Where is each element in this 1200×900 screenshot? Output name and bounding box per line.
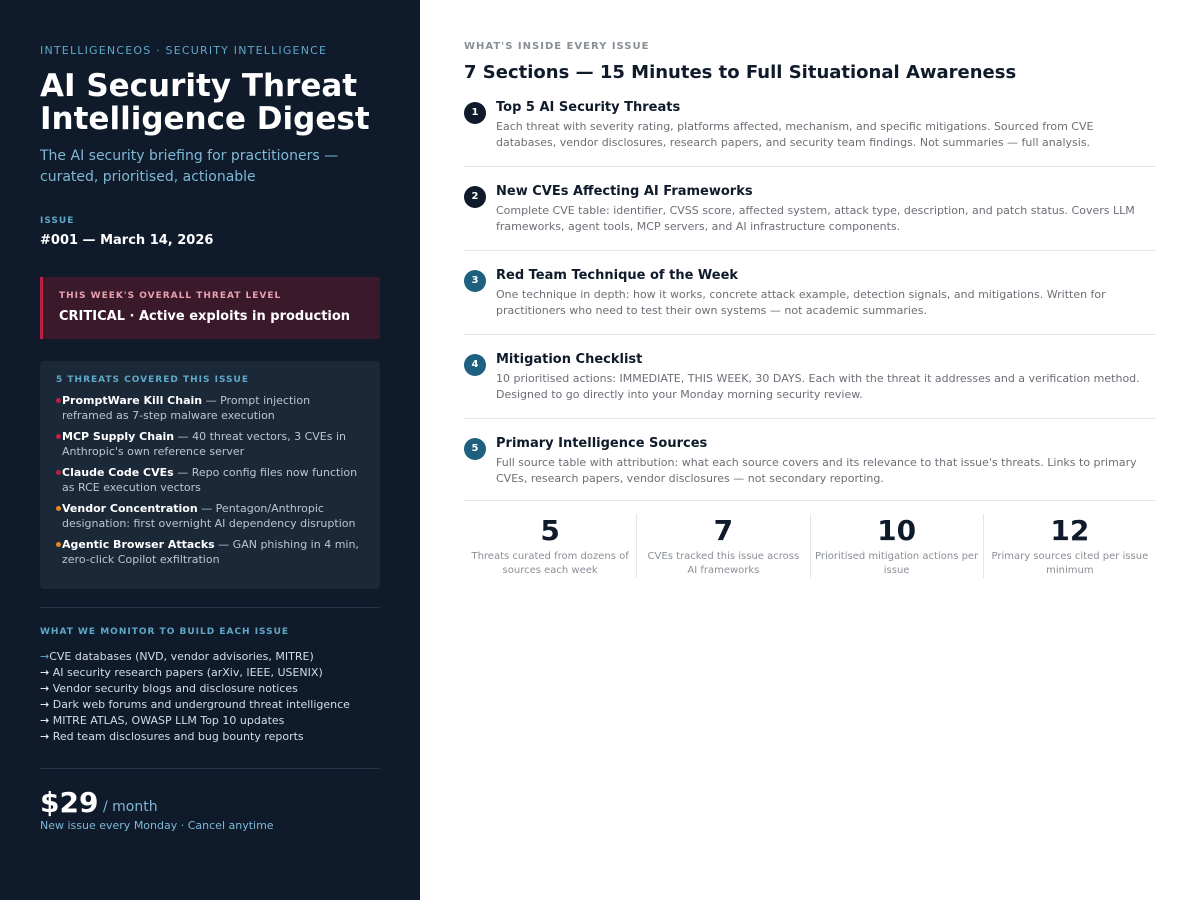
- severity-dot-icon: [56, 470, 61, 475]
- stat-value: 5: [540, 514, 560, 547]
- threat-name: Vendor Concentration: [62, 502, 198, 515]
- threat-desc: — Pentagon/Anthropic designation: first overnight AI dependency disruption: [62, 502, 356, 530]
- monitor-item-text: Vendor security blogs and disclosure notices: [52, 682, 298, 695]
- section-number-badge: 4: [464, 354, 486, 376]
- section-title: Mitigation Checklist: [496, 352, 643, 367]
- threat-name: MCP Supply Chain: [62, 430, 175, 443]
- threat-level-label: THIS WEEK'S OVERALL THREAT LEVEL: [59, 291, 282, 301]
- stat-block: [810, 514, 983, 578]
- stat-label: Prioritised mitigation actions per issue: [815, 551, 979, 576]
- arrow-right-icon: →: [40, 698, 50, 711]
- right-panel: [420, 0, 1200, 900]
- section-desc: One technique in depth: how it works, concrete attack example, detection signals, and mitigations. Written for practitioners who need to test their own systems — not academic summaries.: [496, 288, 1106, 317]
- monitor-item-text: Dark web forums and underground threat intelligence: [52, 698, 350, 711]
- inside-label: WHAT'S INSIDE EVERY ISSUE: [464, 41, 650, 52]
- left-panel: [0, 0, 420, 900]
- threat-item: [56, 537, 364, 567]
- brand-tagline: INTELLIGENCEOS · SECURITY INTELLIGENCE: [40, 44, 328, 57]
- section-desc: Full source table with attribution: what each source covers and its relevance to that issue's threats. Links to primary CVEs, research papers, vendor disclosures — not secondary reporting.: [496, 456, 1137, 485]
- threat-name: PromptWare Kill Chain: [62, 394, 203, 407]
- section-title: Top 5 AI Security Threats: [496, 100, 681, 115]
- stat-value: 7: [713, 514, 734, 547]
- threats-covered-label: 5 THREATS COVERED THIS ISSUE: [56, 375, 249, 385]
- threat-item: [56, 429, 364, 459]
- monitor-item-text: Red team disclosures and bug bounty reports: [52, 730, 304, 743]
- arrow-right-icon: →: [40, 682, 50, 695]
- threats-covered-card: [40, 361, 380, 589]
- list-item: [40, 681, 380, 697]
- list-item: [40, 713, 380, 729]
- threat-item: [56, 393, 364, 423]
- section-desc: Complete CVE table: identifier, CVSS score, affected system, attack type, description, and patch status. Covers LLM frameworks, agent tools, MCP servers, and AI infrastructure components.: [496, 204, 1135, 233]
- severity-dot-icon: [56, 398, 61, 403]
- arrow-right-icon: →: [40, 666, 50, 679]
- list-item: [40, 697, 380, 713]
- threat-desc: — GAN phishing in 4 min, zero-click Copilot exfiltration: [62, 538, 359, 566]
- arrow-right-icon: →: [40, 650, 50, 663]
- stats-row: [464, 514, 1156, 578]
- issue-value: #001 — March 14, 2026: [40, 233, 214, 248]
- stat-block: [636, 514, 809, 578]
- threat-desc: — 40 threat vectors, 3 CVEs in Anthropic's own reference server: [62, 430, 347, 458]
- monitor-item-text: AI security research papers (arXiv, IEEE, USENIX): [52, 666, 323, 679]
- divider: [464, 500, 1156, 501]
- section-title: Primary Intelligence Sources: [496, 436, 708, 451]
- list-item: [40, 665, 380, 681]
- section-desc: Each threat with severity rating, platforms affected, mechanism, and specific mitigations. Sourced from CVE databases, vendor disclosures, research papers, and security team findings. Not summaries — full analysis.: [496, 120, 1094, 149]
- section-number-badge: 2: [464, 186, 486, 208]
- monitor-label: WHAT WE MONITOR TO BUILD EACH ISSUE: [40, 627, 290, 637]
- stat-label: CVEs tracked this issue across AI frameworks: [647, 551, 800, 576]
- divider: [464, 250, 1156, 251]
- stat-block: [464, 514, 636, 578]
- issue-label: ISSUE: [40, 216, 75, 226]
- divider: [40, 768, 380, 769]
- threat-desc: — Repo config files now function as RCE execution vectors: [62, 466, 358, 494]
- threat-item: [56, 501, 364, 531]
- threat-level-value: CRITICAL · Active exploits in production: [59, 309, 351, 324]
- monitor-item-text: CVE databases (NVD, vendor advisories, MITRE): [49, 650, 314, 663]
- threat-name: Claude Code CVEs: [62, 466, 174, 479]
- severity-dot-icon: [56, 542, 61, 547]
- arrow-right-icon: →: [40, 714, 50, 727]
- stat-label: Threats curated from dozens of sources each week: [471, 551, 629, 576]
- monitor-item-text: MITRE ATLAS, OWASP LLM Top 10 updates: [52, 714, 285, 727]
- page-subtitle: The AI security briefing for practitioners — curated, prioritised, actionable: [40, 148, 339, 185]
- section-title: Red Team Technique of the Week: [496, 268, 739, 283]
- price-note: New issue every Monday · Cancel anytime: [40, 819, 274, 832]
- threat-item: [56, 465, 364, 495]
- stat-label: Primary sources cited per issue minimum: [991, 551, 1149, 576]
- stat-value: 10: [877, 514, 917, 547]
- stat-block: [983, 514, 1156, 578]
- divider: [464, 166, 1156, 167]
- divider: [40, 607, 380, 608]
- threat-level-banner: [40, 277, 380, 339]
- arrow-right-icon: →: [40, 730, 50, 743]
- section-number-badge: 1: [464, 102, 486, 124]
- divider: [464, 334, 1156, 335]
- inside-title: 7 Sections — 15 Minutes to Full Situational Awareness: [464, 62, 1017, 83]
- list-item: [40, 729, 380, 745]
- monitor-list: [40, 649, 380, 745]
- price-period: / month: [103, 799, 158, 815]
- list-item: [40, 649, 380, 665]
- section-number-badge: 3: [464, 270, 486, 292]
- severity-dot-icon: [56, 434, 61, 439]
- section-number-badge: 5: [464, 438, 486, 460]
- stat-value: 12: [1050, 514, 1090, 547]
- section-title: New CVEs Affecting AI Frameworks: [496, 184, 753, 199]
- section-desc: 10 prioritised actions: IMMEDIATE, THIS WEEK, 30 DAYS. Each with the threat it addresses and a verification method. Designed to go directly into your Monday morning security review.: [496, 372, 1140, 401]
- threat-desc: — Prompt injection reframed as 7-step malware execution: [62, 394, 311, 422]
- threat-name: Agentic Browser Attacks: [62, 538, 215, 551]
- page-title: AI Security Threat Intelligence Digest: [40, 68, 370, 137]
- divider: [464, 418, 1156, 419]
- price-amount: $29: [40, 786, 99, 819]
- severity-dot-icon: [56, 506, 61, 511]
